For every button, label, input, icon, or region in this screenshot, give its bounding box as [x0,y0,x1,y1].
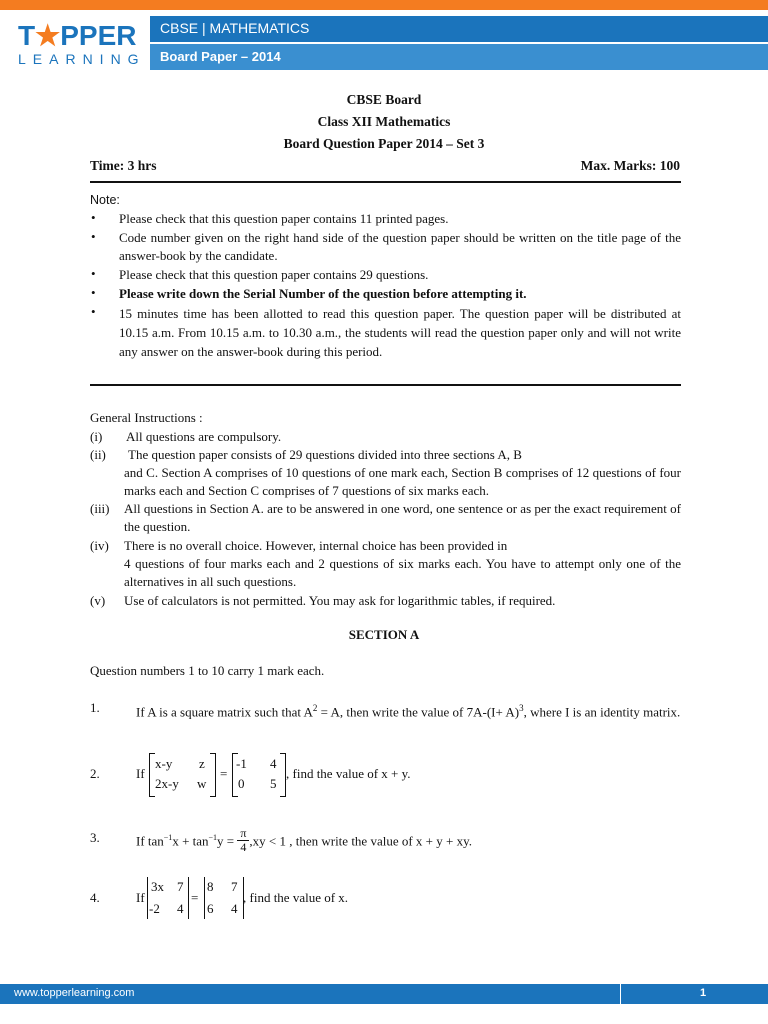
note-item: Please check that this question paper contains 11 printed pages. [119,211,449,226]
section-heading: SECTION A [348,627,420,642]
page-number: 1 [700,987,707,999]
q2-matrix-right: -1 4 0 5 [232,753,286,795]
instruction-text: All questions are compulsory. [126,429,282,444]
q4-tail: , find the value of x. [243,890,349,905]
divider-bottom [90,384,681,386]
instruction-num: (ii) [90,447,106,462]
instruction-text: All questions in Section A. are to be answered in one word, one sentence or as per the exact requirement of the question. [124,501,681,534]
page-footer [0,984,768,1004]
instruction-num: (i) [90,429,103,444]
bullet-icon: • [91,210,96,225]
q4-equals: = [191,890,199,905]
q2-tail: , find the value of x + y. [286,766,411,781]
q4-determinant-left: 3x 7 -2 4 [147,877,189,919]
footer-url-link[interactable]: www.topperlearning.com [14,987,135,999]
logo-text-a: T [18,20,36,51]
logo-subtext: LEARNING [18,51,146,67]
footer-divider [620,984,621,1004]
top-accent-bar [0,0,768,10]
note-item: 15 minutes time has been allotted to read this question paper. The question paper will be distributed at 10.15 a.m. From 10.15 a.m. to 10.30 a.m., the students will read the question paper only and will not write any answer on the answer-book during this period. [119,306,681,359]
instruction-num: (iv) [90,538,109,553]
q2-equals: = [220,766,228,781]
q2-matrix-left: x-y z 2x-y w [149,753,216,795]
subject-label: CBSE | MATHEMATICS [160,20,310,36]
note-label: Note: [90,193,120,207]
instruction-text: There is no overall choice. However, internal choice has been provided in [124,538,508,553]
bullet-icon: • [91,229,96,244]
q1-text: If A is a square matrix such that $A^2 = A$, then write the value of $7A-(I+ A)^3$, where I is an identity matrix. [136,703,681,720]
title-board: CBSE Board [346,92,422,107]
title-paper: Board Question Paper 2014 – Set 3 [283,136,485,151]
title-class: Class XII Mathematics [317,114,451,129]
q3-text: If $\tan^{-1}x + \tan^{-1}y$ = $\frac{\pi}{4}$ ,xy < 1 , then write the value of x + y + xy. [136,826,472,854]
note-item: Code number given on the right hand side of the question paper should be written on the title page of the answer-book by the candidate. [119,230,681,263]
note-item: Please check that this question paper contains 29 questions. [119,267,429,282]
instruction-text-cont: and C. Section A comprises of 10 questions of one mark each, Section B comprises of 12 questions of four marks each and Section C comprises of 7 questions of six marks each. [124,465,681,498]
bullet-icon: • [91,285,96,300]
q4-number: 4. [90,890,100,905]
instruction-num: (v) [90,593,106,608]
general-label: General Instructions : [90,410,203,425]
bullet-icon: • [91,304,96,319]
bullet-icon: • [91,266,96,281]
q2-if: If [136,766,145,781]
divider-top [90,181,681,183]
q3-number: 3. [90,830,100,845]
time-label: Time: 3 hrs [90,158,157,173]
q4-determinant-right: 8 7 6 4 [204,877,244,919]
q1-number: 1. [90,700,100,715]
paper-label: Board Paper – 2014 [160,49,281,64]
section-note: Question numbers 1 to 10 carry 1 mark each. [90,663,325,678]
marks-label: Max. Marks: 100 [580,158,680,173]
paper-banner [150,44,768,70]
note-item: Please write down the Serial Number of the question before attempting it. [119,286,527,301]
instruction-text: The question paper consists of 29 questions divided into three sections A, B [128,447,522,462]
logo-text-b: PPER [60,20,137,51]
subject-banner [150,16,768,42]
q2-number: 2. [90,766,100,781]
q4-if: If [136,890,145,905]
logo-star-icon: ★ [35,20,61,51]
instruction-text: Use of calculators is not permitted. You may ask for logarithmic tables, if required. [124,593,556,608]
topper-logo [18,20,146,67]
instruction-text-cont: 4 questions of four marks each and 2 questions of six marks each. You have to attempt only one of the alternatives in all such questions. [124,556,681,589]
instruction-num: (iii) [90,501,110,516]
